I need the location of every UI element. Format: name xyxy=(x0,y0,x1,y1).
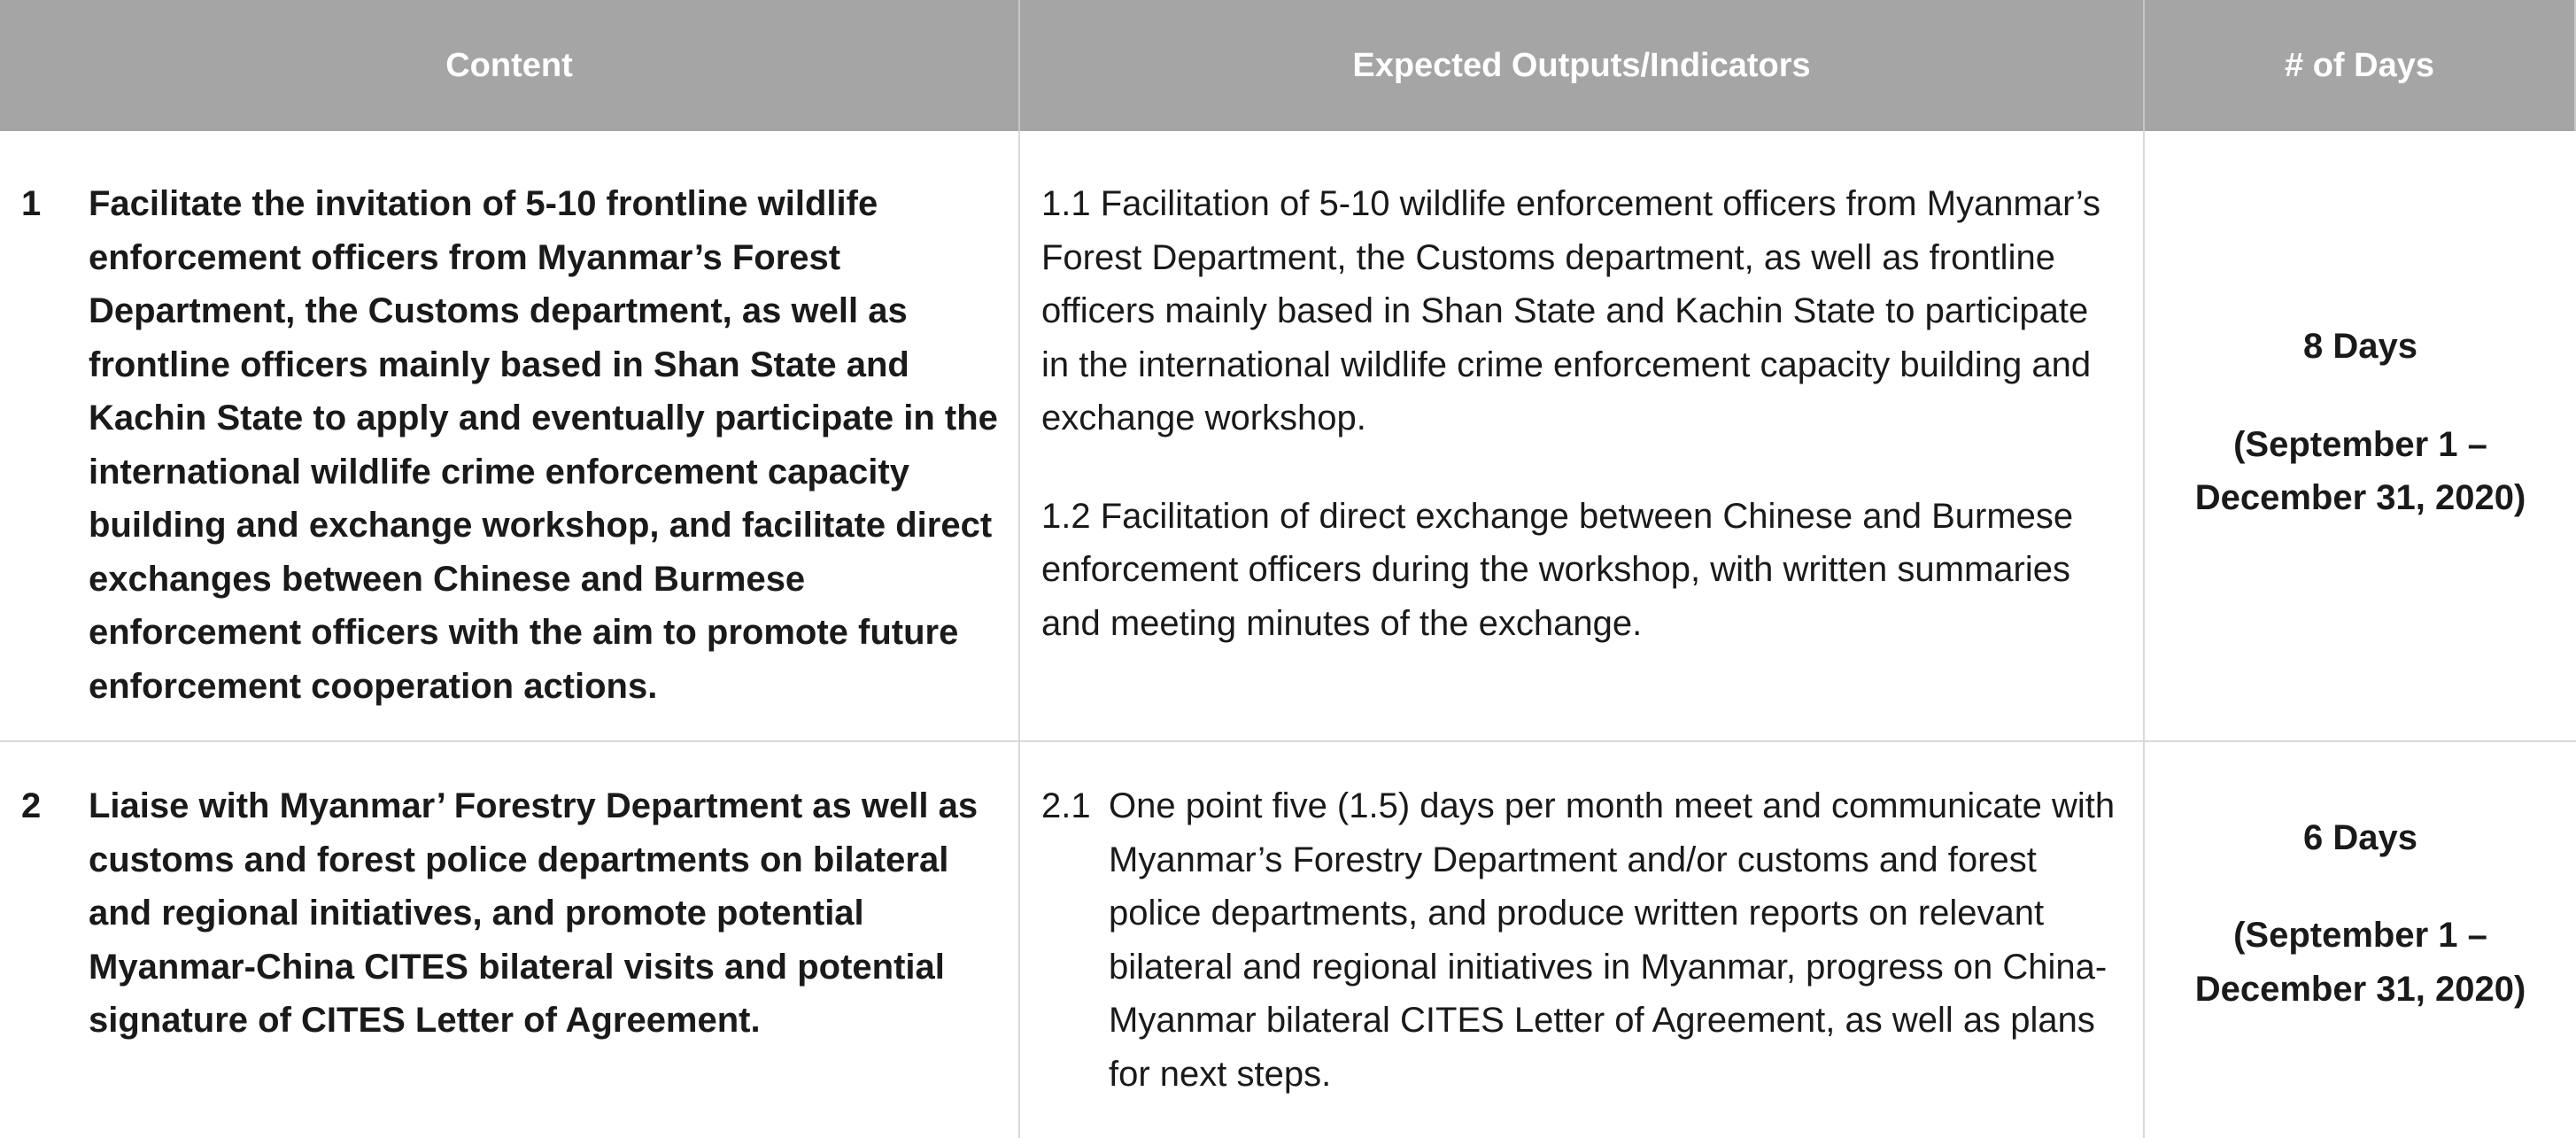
header-days xyxy=(2145,0,2576,131)
row2-content-cell xyxy=(0,742,1020,1138)
header-content-label: Content xyxy=(445,46,573,84)
row1-content-text: Facilitate the invitation of 5-10 frontline wildlife enforcement officers from Myanmar’s Forest Department, the Customs department, as well as frontline officers mainly based in Shan State and Kachin State to apply and eventually participate in the international wildlife crime enforcement capacity building and exchange workshop, and facilitate direct exchanges between Chinese and Burmese enforcement officers with the aim to promote future enforcement cooperation actions. xyxy=(89,184,998,706)
row1-output-2: 1.2 Facilitation of direct exchange between Chinese and Burmese enforcement officers during the workshop, with written summaries and meeting minutes of the exchange. xyxy=(1041,496,2074,643)
row1-number: 1 xyxy=(21,184,42,223)
row2-output-text: One point five (1.5) days per month meet and communicate with Myanmar’s Forestry Department and/or customs and forest police departments, and produce written reports on relevant bilateral and regional initiatives in Myanmar, progress on China-Myanmar bilateral CITES Letter of Agreement, as well as plans for next steps. xyxy=(1109,786,2116,1094)
row1-days: 8 Days xyxy=(2303,327,2417,367)
row1-days-cell xyxy=(2145,131,2576,742)
row1-period: (September 1 – December 31, 2020) xyxy=(2194,424,2526,518)
row2-content-text: Liaise with Myanmar’ Forestry Department as well as customs and forest police departments on bilateral and regional initiatives, and promote potential Myanmar-China CITES bilateral visits and potential signature of CITES Letter of Agreement. xyxy=(89,786,979,1040)
header-days-label: # of Days xyxy=(2285,46,2434,84)
row2-days-cell xyxy=(2145,742,2576,1138)
header-content xyxy=(0,0,1020,131)
row2-output-1 xyxy=(1041,779,2122,1101)
header-outputs xyxy=(1020,0,2145,131)
header-outputs-label: Expected Outputs/Indicators xyxy=(1352,46,1811,84)
row2-number: 2 xyxy=(21,786,42,825)
row2-days: 6 Days xyxy=(2303,817,2417,857)
row2-outputs-cell xyxy=(1020,742,2145,1138)
row2-output-number: 2.1 xyxy=(1041,786,1091,825)
row1-content-cell xyxy=(0,131,1020,742)
row1-outputs-cell xyxy=(1020,131,2145,742)
row1-output-1: 1.1 Facilitation of 5-10 wildlife enforcement officers from Myanmar’s Forest Department, the Customs department, as well as frontline officers mainly based in Shan State and Kachin State to participate in the international wildlife crime enforcement capacity building and exchange workshop. xyxy=(1041,184,2101,437)
row2-period: (September 1 – December 31, 2020) xyxy=(2194,916,2526,1009)
